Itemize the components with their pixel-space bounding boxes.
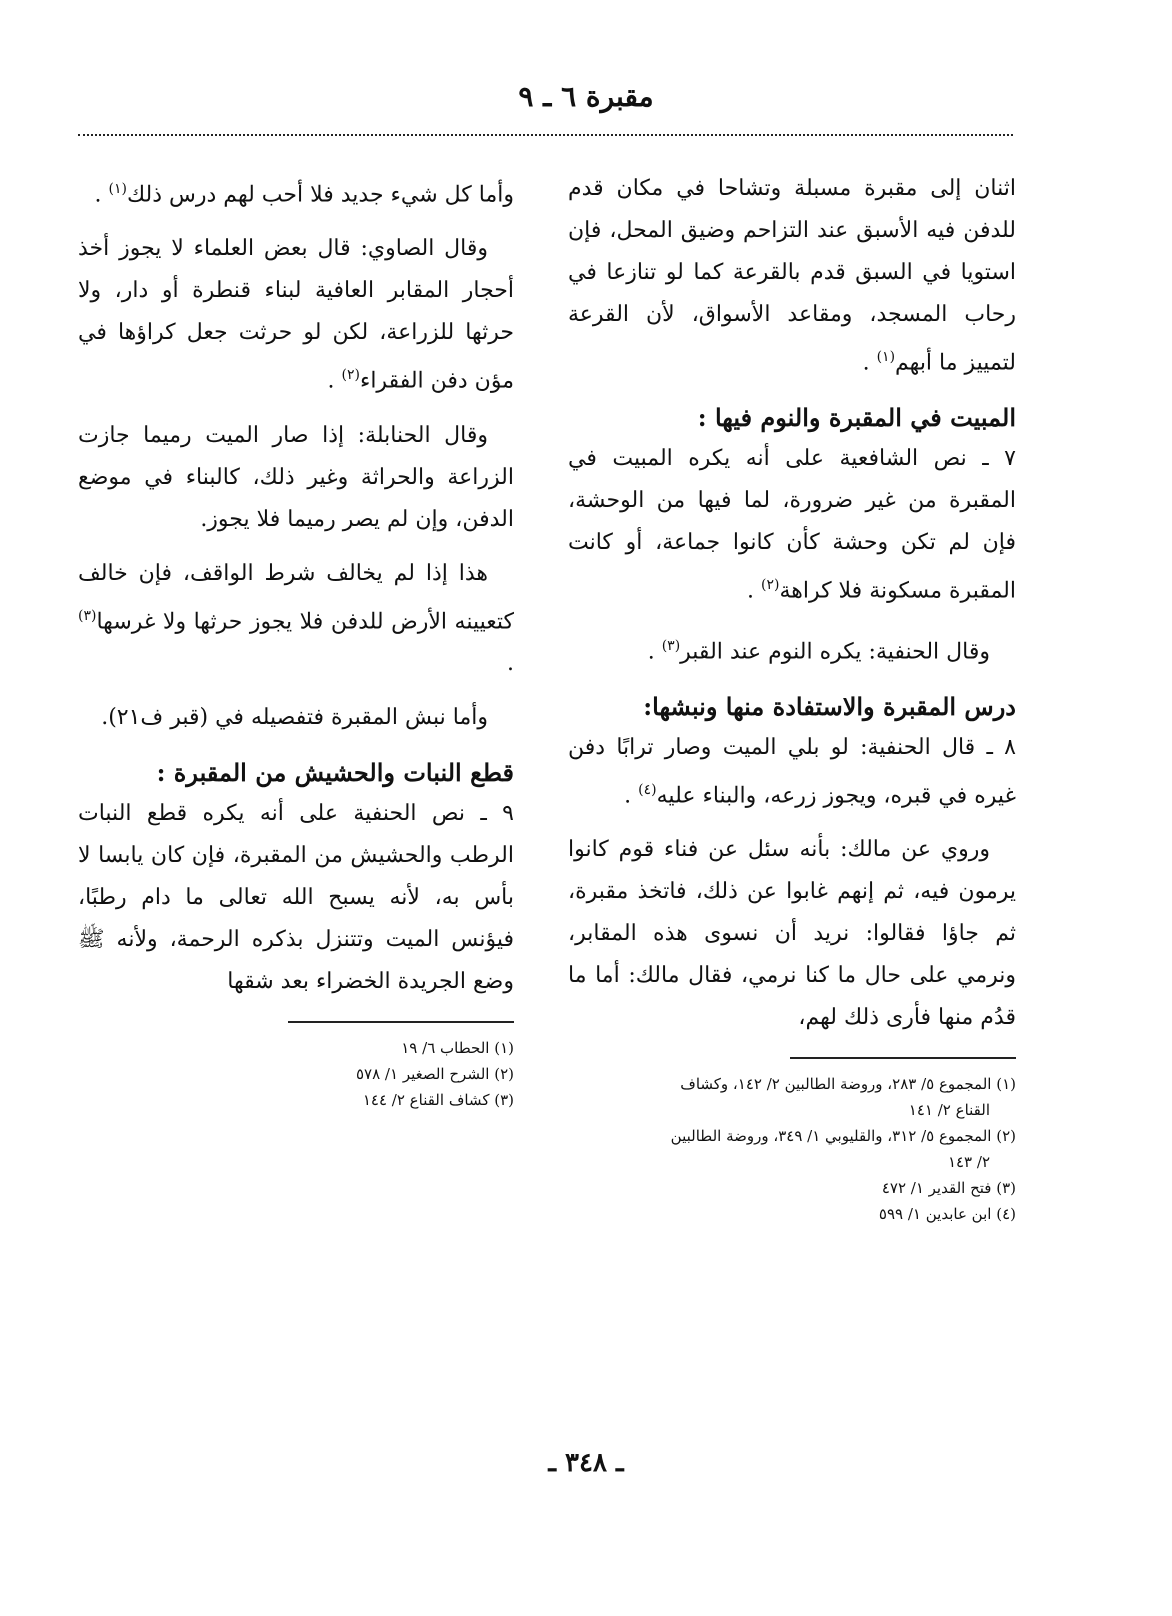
footnote-ref: (٢) [760,577,780,594]
left-column [78,168,514,1113]
footnote-line: (٤) ابن عابدين ١/ ٥٩٩ [878,1205,1016,1224]
page-header-title: مقبرة ٦ ـ ٩ [518,80,654,113]
footnote-ref: (٢) [341,367,360,384]
footnote-line: (٢) الشرح الصغير ١/ ٥٧٨ [355,1064,514,1083]
right-paragraph-3: وقال الحنفية: يكره النوم عند القبر$^{(٣)}$ . [647,637,990,664]
header-dotted-divider [78,134,1013,136]
left-paragraph-5: وأما نبش المقبرة فتفصيله في (قبر ف٢١). [101,704,488,730]
page-number: ـ ٣٤٨ ـ [548,1448,624,1478]
right-paragraph-2: ٧ ـ نص الشافعية على أنه يكره المبيت في المقبرة من غير ضرورة، لما فيها من الوحشة، فإن لم تكن وحشة كأن كانوا جماعة، أو كانت المقبرة مسكونة فلا كراهة$^{(٢)}$ . [568,446,1016,604]
footnote-line: (١) المجموع ٥/ ٢٨٣، وروضة الطالبين ٢/ ١٤٢، وكشاف [680,1075,1016,1094]
right-column [568,168,1016,1227]
left-paragraph-4: هذا إذا لم يخالف شرط الواقف، فإن خالف كتعيينه الأرض للدفن فلا يجوز حرثها ولا غرسها$^{(٣)}$ . [78,560,514,676]
footnote-ref: (٤) [638,781,657,798]
footnote-line: القناع ٢/ ١٤١ [908,1101,990,1120]
footnote-ref: (٣) [78,607,97,624]
right-paragraph-5: وروي عن مالك: بأنه سئل عن فناء قوم كانوا يرمون فيه، ثم إنهم غابوا عن ذلك، فاتخذ مقبرة، ثم جاؤا فقالوا: نريد أن نسوى هذه المقابر، ونرمي على حال ما كنا نرمي، فقال مالك: أما ما قدُم منها فأرى ذلك لهم، [568,837,1016,1031]
footnote-ref: (١) [108,181,127,197]
left-paragraph-2: وقال الصاوي: قال بعض العلماء لا يجوز أخذ أحجار المقابر العافية لبناء قنطرة أو دار، ولا حرثها للزراعة، لكن لو حرثت جعل كراؤها في مؤن دفن الفقراء$^{(٢)}$ . [78,236,514,394]
footnote-ref: (١) [876,349,896,365]
left-paragraph-6: ٩ ـ نص الحنفية على أنه يكره قطع النبات الرطب والحشيش من المقبرة، فإن كان يابسا لا بأس به، لأنه يسبح الله تعالى ما دام رطبًا، فيؤنس الميت وتتنزل بذكره الرحمة، ولأنه ﷺ وضع الجريدة الخضراء بعد شقها [78,800,514,994]
footnote-line: (١) الحطاب ٦/ ١٩ [401,1038,514,1057]
right-paragraph-1: اثنان إلى مقبرة مسبلة وتشاحا في مكان قدم للدفن فيه الأسبق عند التزاحم وضيق المحل، فإن استويا في السبق قدم بالقرعة كما لو تنازعا في رحاب المسجد، ومقاعد الأسواق، لأن القرعة لتمييز ما أبهم$^{(١)}$ . [568,176,1016,376]
left-paragraph-1: وأما كل شيء جديد فلا أحب لهم درس ذلك$^{(١)}$ . [94,181,514,208]
right-paragraph-4: ٨ ـ قال الحنفية: لو بلي الميت وصار ترابًا دفن غيره في قبره، ويجوز زرعه، والبناء عليه$^{(٤)}$ . [568,734,1016,809]
footnote-line: (٢) المجموع ٥/ ٣١٢، والقليوبي ١/ ٣٤٩، وروضة الطالبين [670,1127,1016,1146]
left-paragraph-3: وقال الحنابلة: إذا صار الميت رميما جازت الزراعة والحراثة وغير ذلك، كالبناء في موضع الدفن، وإن لم يصر رميما فلا يجوز. [78,422,514,532]
section-heading-cemetery-use: درس المقبرة والاستفادة منها ونبشها: [643,691,1016,721]
footnote-line: ٢/ ١٤٣ [947,1153,990,1172]
section-heading-overnight: المبيت في المقبرة والنوم فيها : [697,403,1016,433]
footnote-ref: (٣) [661,637,681,654]
footnotes-divider [288,1021,514,1023]
footnote-line: (٣) فتح القدير ١/ ٤٧٢ [881,1179,1016,1198]
footnotes-divider [790,1057,1016,1059]
section-heading-plants: قطع النبات والحشيش من المقبرة : [156,757,514,787]
footnote-line: (٣) كشاف القناع ٢/ ١٤٤ [362,1090,514,1109]
